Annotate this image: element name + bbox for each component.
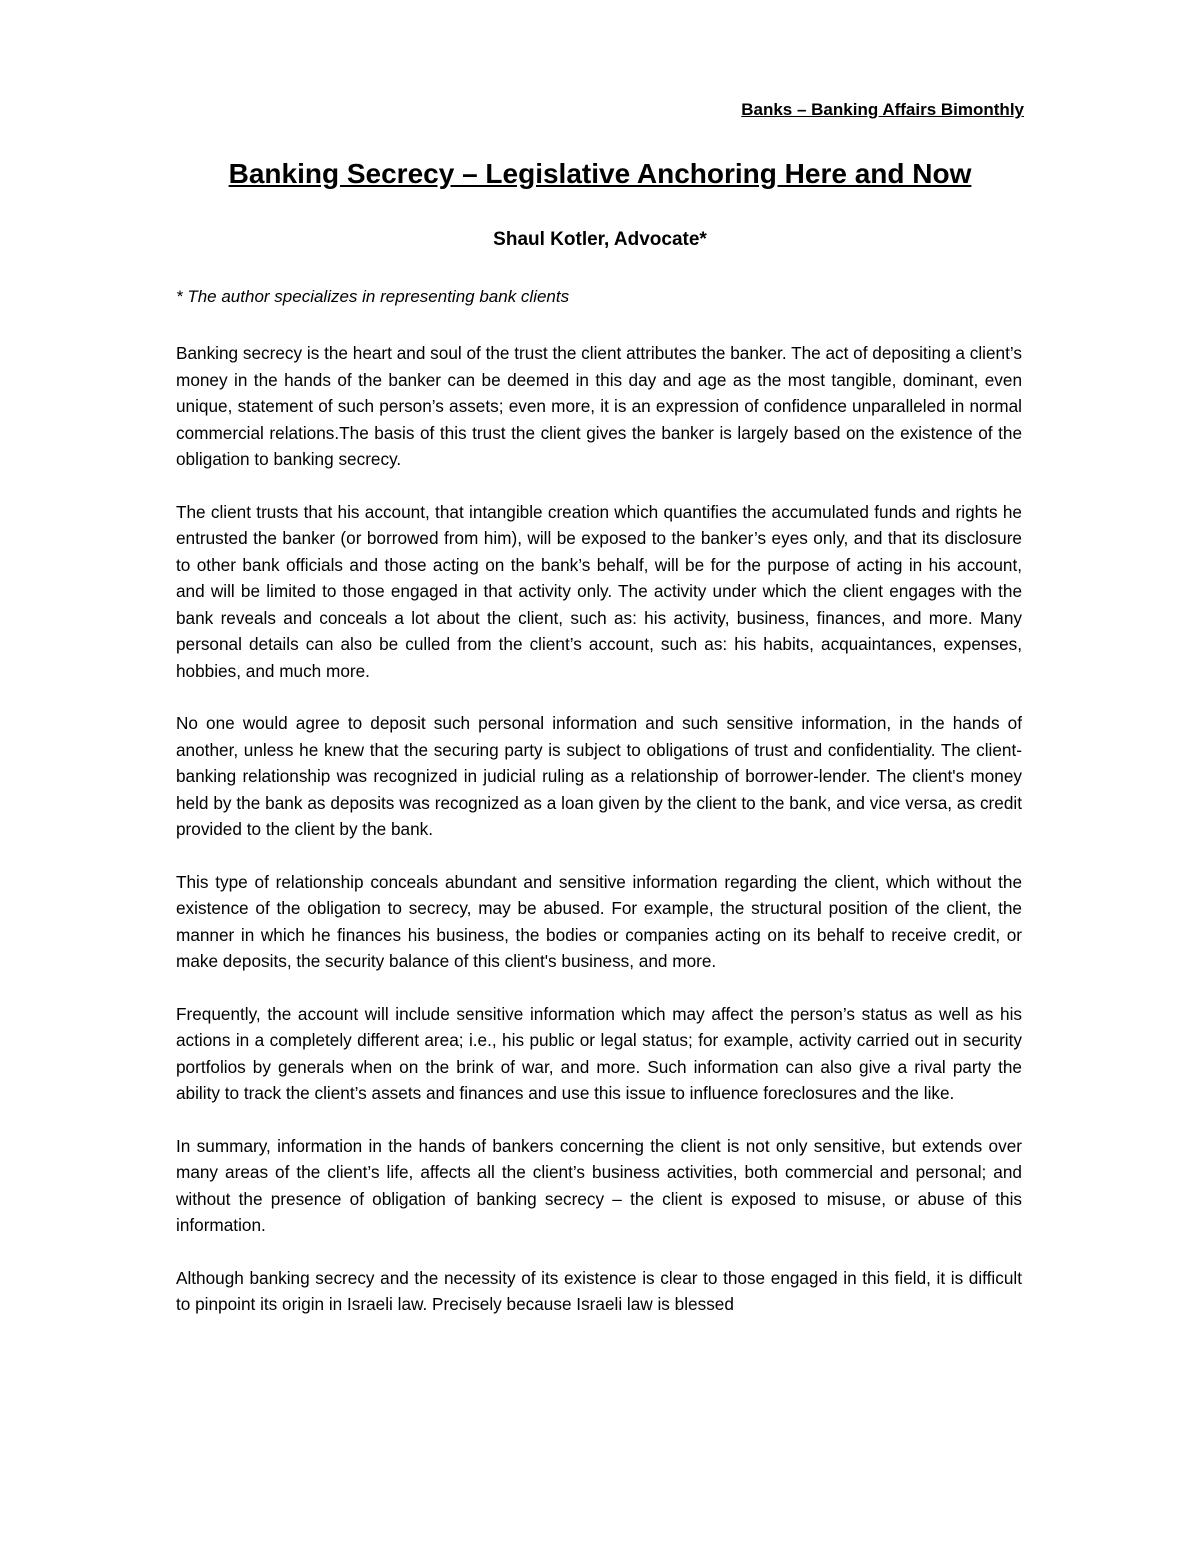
- author-footnote: * The author specializes in representing bank clients: [176, 287, 570, 306]
- running-header: Banks – Banking Affairs Bimonthly: [741, 100, 1024, 119]
- paragraph-6: In summary, information in the hands of bankers concerning the client is not only sensitive, but extends over many areas of the client’s life, affects all the client’s business activities, both commercial and personal; and without the presence of obligation of banking secrecy – the client is exposed to misuse, or abuse of this information.: [176, 1135, 1022, 1235]
- paragraph-4: This type of relationship conceals abundant and sensitive information regarding the client, which without the existence of the obligation to secrecy, may be abused. For example, the structural position of the client, the manner in which he finances his business, the bodies or companies acting on its behalf to receive credit, or make deposits, the security balance of this client's business, and more.: [176, 871, 1022, 971]
- author-line: Shaul Kotler, Advocate*: [493, 229, 707, 250]
- article-body: [176, 340, 1022, 1318]
- paragraph-3: No one would agree to deposit such personal information and such sensitive information, in the hands of another, unless he knew that the securing party is subject to obligations of trust and confidentiality. The client-banking relationship was recognized in judicial ruling as a relationship of borrower-lender. The client's money held by the bank as deposits was recognized as a loan given by the client to the bank, and vice versa, as credit provided to the client by the bank.: [176, 713, 1022, 839]
- paragraph-5: Frequently, the account will include sensitive information which may affect the person’s status as well as his actions in a completely different area; i.e., his public or legal status; for example, activity carried out in security portfolios by generals when on the brink of war, and more. Such information can also give a rival party the ability to track the client’s assets and finances and use this issue to influence foreclosures and the like.: [176, 1003, 1022, 1103]
- paragraph-1: Banking secrecy is the heart and soul of the trust the client attributes the banker. The act of depositing a client’s money in the hands of the banker can be deemed in this day and age as the most tangible, dominant, even unique, statement of such person’s assets; even more, it is an expression of confidence unparalleled in normal commercial relations.The basis of this trust the client gives the banker is largely based on the existence of the obligation to banking secrecy.: [176, 343, 1022, 469]
- article-title: Banking Secrecy – Legislative Anchoring Here and Now: [228, 158, 972, 189]
- paragraph-2: The client trusts that his account, that intangible creation which quantifies the accumulated funds and rights he entrusted the banker (or borrowed from him), will be exposed to the banker’s eyes only, and that its disclosure to other bank officials and those acting on the bank’s behalf, will be for the purpose of acting in his account, and will be limited to those engaged in that activity only. The activity under which the client engages with the bank reveals and conceals a lot about the client, such as: his activity, business, finances, and more. Many personal details can also be culled from the client’s account, such as: his habits, acquaintances, expenses, hobbies, and much more.: [176, 501, 1022, 681]
- paragraph-7: Although banking secrecy and the necessity of its existence is clear to those engaged in this field, it is difficult to pinpoint its origin in Israeli law. Precisely because Israeli law is blessed: [176, 1267, 1022, 1314]
